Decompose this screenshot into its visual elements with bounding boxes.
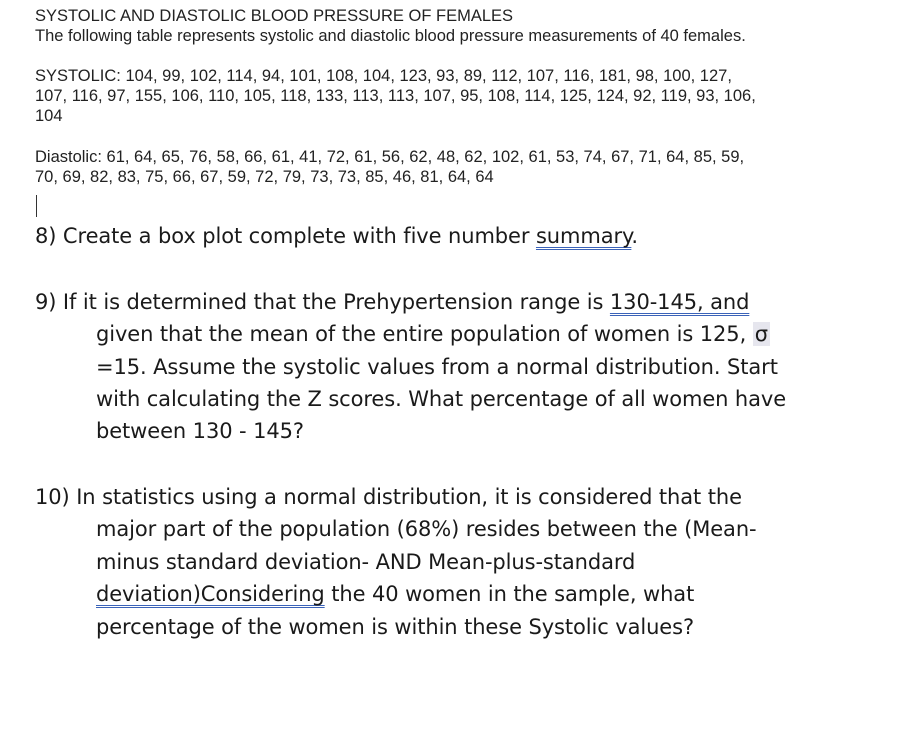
intro-text: The following table represents systolic and diastolic blood pressure measurements of 40 females.: [35, 27, 746, 45]
q9-underlined-range: 130-145, and: [609, 290, 750, 314]
question-10-line-3: minus standard deviation- AND Mean-plus-standard: [96, 550, 636, 574]
question-10-line-5: percentage of the women is within these Systolic values?: [96, 615, 695, 639]
q10-line4-text: the 40 women in the sample, what: [324, 582, 695, 606]
question-9-line-1: [35, 286, 749, 319]
question-9-line-5: between 130 - 145?: [96, 419, 304, 443]
question-10-line-4: [96, 578, 694, 611]
systolic-line-2: 107, 116, 97, 155, 106, 110, 105, 118, 133, 113, 113, 107, 95, 108, 114, 125, 124, 92, 119, 93, 106,: [35, 87, 756, 105]
q9-line1-text: 9) If it is determined that the Prehypertension range is: [35, 290, 610, 314]
question-8: [35, 220, 638, 253]
question-9-line-2: [96, 318, 770, 351]
q8-text: 8) Create a box plot complete with five number: [35, 224, 536, 248]
q10-underlined-word: deviation)Considering: [96, 582, 325, 606]
text-cursor[interactable]: [36, 195, 37, 217]
sigma-symbol: σ: [754, 322, 768, 346]
systolic-line-3: 104: [35, 107, 63, 125]
document-title: SYSTOLIC AND DIASTOLIC BLOOD PRESSURE OF FEMALES: [35, 7, 514, 25]
question-10-line-2: major part of the population (68%) resides between the (Mean-: [96, 517, 757, 541]
systolic-line-1: SYSTOLIC: 104, 99, 102, 114, 94, 101, 108, 104, 123, 93, 89, 112, 107, 116, 181, 98, 100, 127,: [35, 67, 732, 85]
diastolic-line-2: 70, 69, 82, 83, 75, 66, 67, 59, 72, 79, 73, 73, 85, 46, 81, 64, 64: [35, 168, 494, 186]
q9-line2-text: given that the mean of the entire population of women is 125,: [96, 322, 753, 346]
q8-end: .: [631, 224, 638, 248]
diastolic-line-1: Diastolic: 61, 64, 65, 76, 58, 66, 61, 41, 72, 61, 56, 62, 48, 62, 102, 61, 53, 74, 67, 71, 64, 85, 59,: [35, 148, 745, 166]
question-9-line-3: =15. Assume the systolic values from a normal distribution. Start: [96, 355, 778, 379]
q8-underlined-word: summary: [535, 224, 632, 248]
question-10-line-1: 10) In statistics using a normal distribution, it is considered that the: [35, 485, 742, 509]
question-9-line-4: with calculating the Z scores. What percentage of all women have: [96, 387, 787, 411]
